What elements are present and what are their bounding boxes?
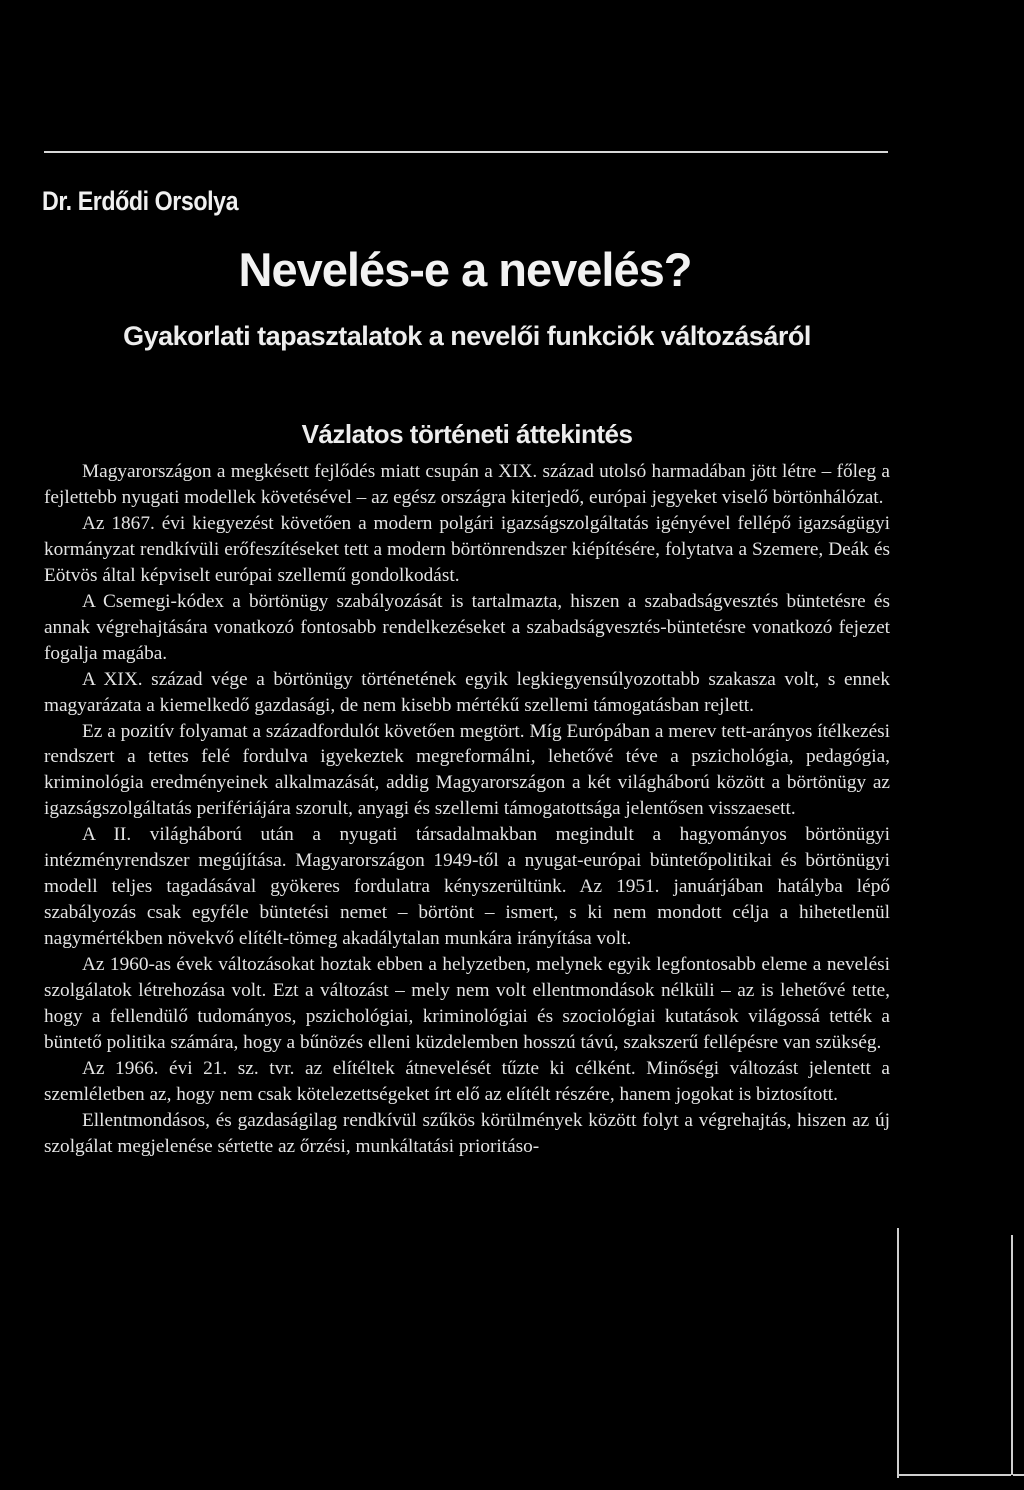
paragraph-8: Az 1966. évi 21. sz. tvr. az elítéltek átnevelését tűzte ki célként. Minőségi változást jelentett a szemléletben az, hogy nem csak kötelezettségeket írt elő az elítélt részére, hanem jogokat is biztosított. bbox=[44, 1057, 890, 1105]
paragraph-1: Magyarországon a megkésett fejlődés miatt csupán a XIX. század utolsó harmadában jött létre – főleg a fejlettebb nyugati modellek követésével – az egész országra kiterjedő, európai jegyeket viselő börtönhálózat. bbox=[44, 461, 890, 508]
article-title: Nevelés-e a nevelés? bbox=[238, 243, 692, 296]
paragraph-3: A Csemegi-kódex a börtönügy szabályozását is tartalmazta, hiszen a szabadságvesztés büntetésre és annak végrehajtására vonatkozó fontosabb rendelkezéseket a szabadságvesztés-büntetésre vonatkozó fejezet fogalja magába. bbox=[44, 590, 890, 664]
paragraph-2: Az 1867. évi kiegyezést követően a modern polgári igazságszolgáltatás igényével fellépő igazságügyi kormányzat rendkívüli erőfeszítéseket tett a modern börtönrendszer kiépítésére, folytatva a Szemere, Deák és Eötvös által képviselt európai szellemű gondolkodást. bbox=[44, 512, 890, 586]
paragraph-5: Ez a pozitív folyamat a századfordulót követően megtört. Míg Európában a merev tett-arányos ítélkezési rendszert a tettes felé fordulva igyekeztek megreformálni, lehetővé téve a pszichológia, pedagógia, kriminológia eredményeinek alkalmazását, addig Magyarországon a két világháború között a börtönügy az igazságszolgáltatás perifériájára szorult, anyagi és szellemi támogatottsága jelentősen visszaesett. bbox=[44, 720, 890, 820]
page-edge-line-inner bbox=[897, 1228, 899, 1478]
paragraph-4: A XIX. század vége a börtönügy történetének egyik legkiegyensúlyozottabb szakasza volt, s ennek magyarázata a kiemelkedő gazdasági, de nem kisebb mértékű szellemi támogatásban rejlett. bbox=[44, 668, 890, 716]
page-edge-line-outer bbox=[1011, 1235, 1013, 1475]
author-name: Dr. Erdődi Orsolya bbox=[42, 186, 239, 216]
article-body bbox=[44, 459, 890, 1160]
section-title: Vázlatos történeti áttekintés bbox=[301, 419, 633, 449]
paragraph-9: Ellentmondásos, és gazdaságilag rendkívül szűkös körülmények között folyt a végrehajtás, hiszen az új szolgálat megjelenése sértette az őrzési, munkáltatási prioritáso- bbox=[44, 1109, 890, 1157]
page-edge-bottom-line bbox=[897, 1474, 1011, 1476]
top-rule bbox=[44, 151, 888, 153]
paragraph-7: Az 1960-as évek változásokat hoztak ebben a helyzetben, melynek egyik legfontosabb eleme a nevelési szolgálatok létrehozása volt. Ezt a változást – mely nem volt ellentmondások nélküli – az is lehetővé tette, hogy a fellendülő tudományos, pszichológiai, kriminológiai és szociológiai kutatások világossá tették a büntető politika számára, hogy a bűnözés elleni küzdelemben hosszú távú, szakszerű fellépésre van szükség. bbox=[44, 954, 890, 1053]
article-subtitle: Gyakorlati tapasztalatok a nevelői funkciók változásáról bbox=[123, 321, 811, 351]
page-edge-right-stub bbox=[1013, 1474, 1024, 1476]
paragraph-6: A II. világháború után a nyugati társadalmakban megindult a hagyományos börtönügyi intézményrendszer megújítása. Magyarországon 1949-től a nyugat-európai büntetőpolitikai és börtönügyi modell teljes tagadásával gyökeres fordulatra kényszerültünk. Az 1951. januárjában hatályba lépő szabályozás csak egyféle büntetési nemet – börtönt – ismert, s ki nem mondott célja a hihetetlenül nagymértékben növekvő elítélt-tömeg akadálytalan munkára irányítása volt. bbox=[44, 824, 890, 950]
